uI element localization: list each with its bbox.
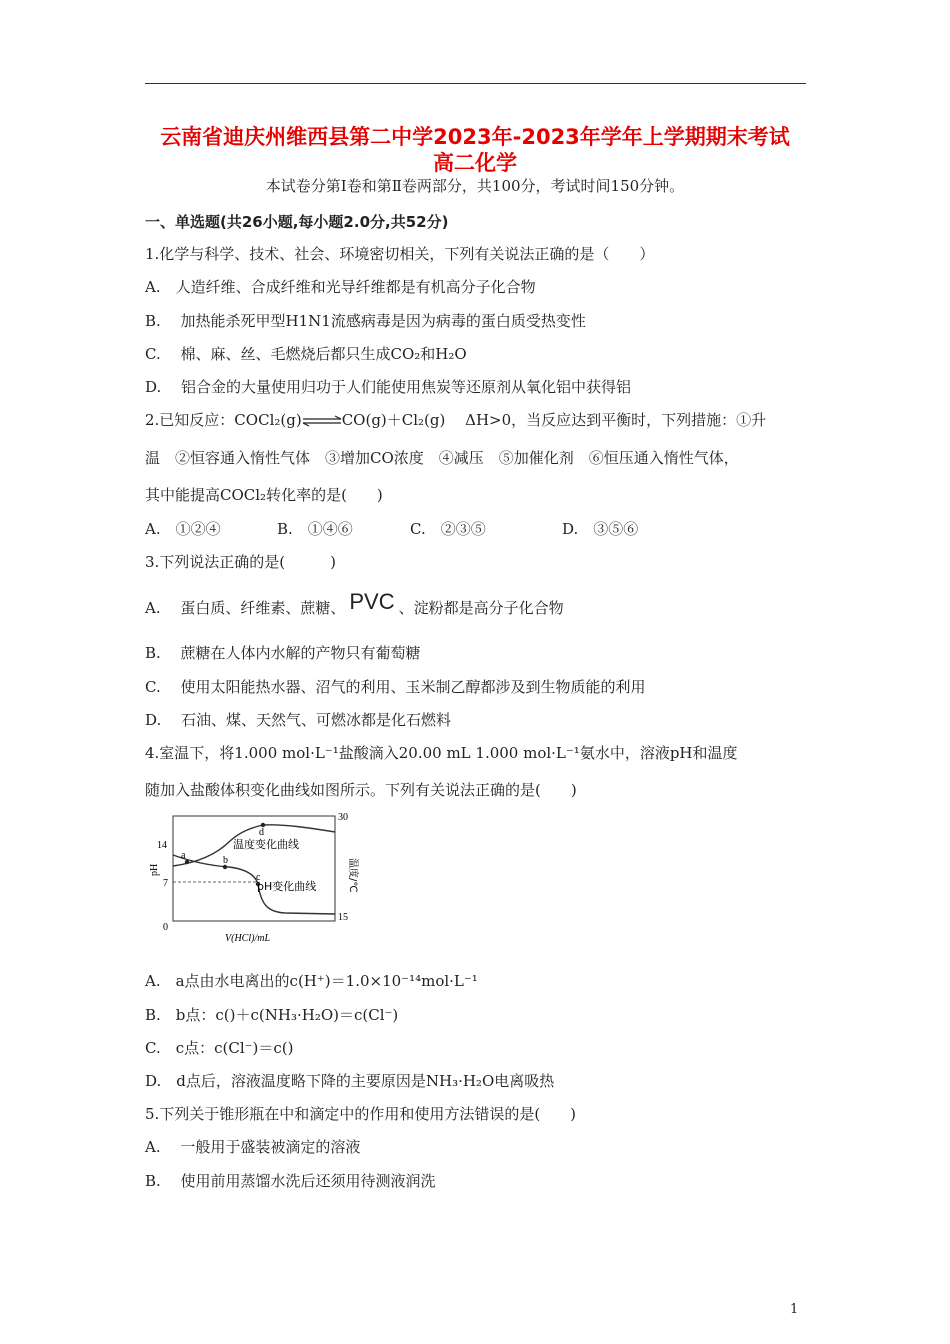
label-c: c	[256, 872, 261, 883]
page-number: 1	[790, 1302, 799, 1317]
q2-option-b: B. ①④⑥	[277, 520, 353, 538]
q2-stem-line2: 温 ②恒容通入惰性气体 ③增加CO浓度 ④减压 ⑤加催化剂 ⑥恒压通入惰性气体，	[145, 449, 739, 467]
tick-left-0: 0	[163, 922, 168, 933]
q2-stem-reactant: 2.已知反应：COCl₂(g)	[145, 411, 302, 429]
q4-option-a: A. a点由水电离出的c(H⁺)＝1.0×10⁻¹⁴mol·L⁻¹	[145, 972, 478, 990]
q4-option-d: D. d点后，溶液温度略下降的主要原因是NH₃·H₂O电离吸热	[145, 1072, 555, 1090]
exam-instructions: 本试卷分第Ⅰ卷和第Ⅱ卷两部分，共100分，考试时间150分钟。	[265, 177, 685, 195]
q3-stem: 3.下列说法正确的是( )	[145, 553, 337, 571]
ph-curve-label: pH变化曲线	[257, 880, 317, 893]
q1-option-b: B. 加热能杀死甲型H1N1流感病毒是因为病毒的蛋白质受热变性	[145, 312, 586, 330]
temp-curve-label: 温度变化曲线	[233, 838, 299, 851]
q1-option-d: D. 铝合金的大量使用归功于人们能使用焦炭等还原剂从氧化铝中获得铝	[145, 378, 632, 396]
q4-option-b: B. b点：c()＋c(NH₃·H₂O)＝c(Cl⁻)	[145, 1006, 399, 1024]
q3-option-a-suffix: 、淀粉都是高分子化合物	[398, 599, 564, 617]
q2-option-c: C. ②③⑤	[410, 520, 486, 538]
q2-stem-line3: 其中能提高COCl₂转化率的是( )	[145, 486, 383, 504]
q1-option-a: A. 人造纤维、合成纤维和光导纤维都是有机高分子化合物	[145, 278, 536, 296]
pvc-formula: PVC	[349, 589, 395, 614]
q5-option-a: A. 一般用于盛装被滴定的溶液	[145, 1138, 361, 1156]
q3-option-b: B. 蔗糖在人体内水解的产物只有葡萄糖	[145, 644, 421, 662]
q2-option-d: D. ③⑤⑥	[562, 520, 639, 538]
q4-stem-line1: 4.室温下，将1.000 mol·L⁻¹盐酸滴入20.00 mL 1.000 mol·L⁻¹氨水中，溶液pH和温度	[145, 744, 738, 762]
x-axis-label: V(HCl)/mL	[225, 933, 270, 944]
tick-right-30: 30	[338, 812, 348, 823]
label-b: b	[223, 855, 228, 866]
point-a	[185, 860, 189, 864]
exam-subject: 高二化学	[433, 151, 517, 175]
y-right-label: 温度/℃	[347, 858, 358, 893]
tick-right-15: 15	[338, 912, 348, 923]
exam-title: 云南省迪庆州维西县第二中学2023年-2023年学年上学期期末考试	[160, 125, 790, 149]
q2-stem	[145, 410, 766, 430]
header-rule	[145, 83, 806, 84]
ph-temperature-figure	[145, 808, 360, 945]
tick-left-14: 14	[157, 840, 167, 851]
q4-option-c: C. c点：c(Cl⁻)＝c()	[145, 1039, 294, 1057]
q5-stem: 5.下列关于锥形瓶在中和滴定中的作用和使用方法错误的是( )	[145, 1105, 577, 1123]
q1-option-c: C. 棉、麻、丝、毛燃烧后都只生成CO₂和H₂O	[145, 345, 467, 363]
tick-left-7: 7	[163, 878, 168, 889]
section-heading: 一、单选题(共26小题,每小题2.0分,共52分)	[145, 213, 449, 231]
label-a: a	[181, 850, 186, 861]
equilibrium-arrow-icon	[302, 415, 342, 427]
q3-option-c: C. 使用太阳能热水器、沼气的利用、玉米制乙醇都涉及到生物质能的利用	[145, 678, 646, 696]
q3-option-a-prefix: A. 蛋白质、纤维素、蔗糖、	[145, 599, 346, 617]
q2-option-a: A. ①②④	[145, 520, 221, 538]
q3-option-a	[145, 589, 564, 618]
label-d: d	[259, 827, 264, 838]
q2-stem-product: CO(g)＋Cl₂(g) ΔH>0，当反应达到平衡时，下列措施：①升	[341, 411, 767, 429]
q5-option-b: B. 使用前用蒸馏水洗后还须用待测液润洗	[145, 1172, 436, 1190]
plot-frame	[173, 816, 335, 921]
q4-stem-line2: 随加入盐酸体积变化曲线如图所示。下列有关说法正确的是( )	[145, 781, 577, 799]
q3-option-d: D. 石油、煤、天然气、可燃冰都是化石燃料	[145, 711, 452, 729]
q1-stem: 1.化学与科学、技术、社会、环境密切相关，下列有关说法正确的是（ ）	[145, 245, 655, 263]
y-left-label: pH	[149, 863, 160, 876]
